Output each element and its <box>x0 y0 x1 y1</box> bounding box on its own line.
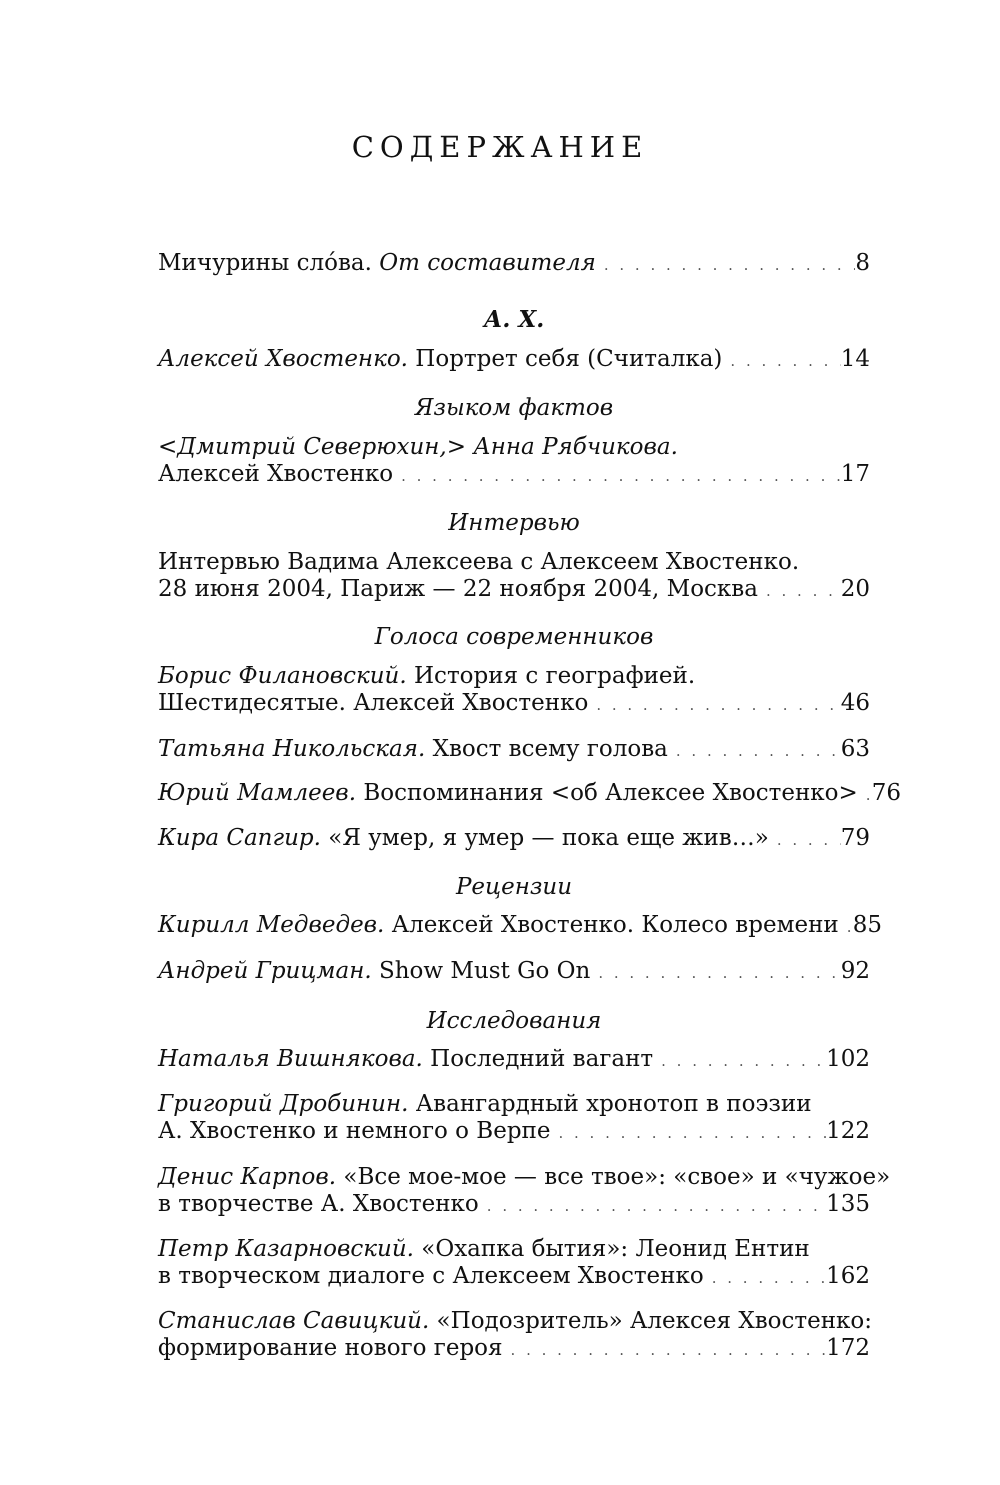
entry-title: Мичурины сло́ва. <box>158 250 380 276</box>
entry-author: Юрий Мамлеев. <box>158 780 357 806</box>
entry-text <box>158 1044 653 1074</box>
page-number: 102 <box>826 1046 870 1072</box>
toc-entry[interactable] <box>158 574 870 606</box>
entry-title: Алексей Хвостенко <box>158 461 394 487</box>
entry-title: История с географией. <box>406 663 696 689</box>
entry-author: Станислав Савицкий. <box>158 1308 430 1334</box>
page-number: 85 <box>852 912 883 938</box>
entry-author: Татьяна Никольская. <box>158 736 426 762</box>
entry-title: Последний вагант <box>422 1046 654 1072</box>
toc-entry[interactable] <box>158 248 870 280</box>
entry-author: Григорий Дробинин. <box>158 1091 409 1117</box>
page-number: 20 <box>840 576 870 602</box>
toc-entry-line <box>158 1234 870 1264</box>
leader-dots <box>704 1263 826 1293</box>
entry-title: Алексей Хвостенко. Колесо времени <box>384 912 839 938</box>
entry-text <box>158 734 668 764</box>
section-heading: А. Х. <box>483 306 545 333</box>
toc-entry[interactable] <box>158 459 870 491</box>
toc-entry-line <box>158 432 870 462</box>
entry-title: Шестидесятые. Алексей Хвостенко <box>158 690 589 716</box>
leader-dots <box>596 250 856 280</box>
entry-title: Портрет себя (Считалка) <box>407 346 723 372</box>
toc-entry[interactable] <box>158 1044 870 1076</box>
page-number: 79 <box>840 825 870 851</box>
leader-dots <box>858 780 872 810</box>
toc-entry[interactable] <box>158 1261 870 1293</box>
entry-text <box>158 910 839 940</box>
leader-dots <box>668 736 841 766</box>
toc-entry[interactable] <box>158 688 870 720</box>
page-title: СОДЕРЖАНИЕ <box>351 130 649 164</box>
page-number: 63 <box>840 736 870 762</box>
entry-title: Хвост всему голова <box>425 736 668 762</box>
entry-author: Петр Казарновский. <box>158 1236 414 1262</box>
section-heading: Рецензии <box>455 874 573 900</box>
entry-text <box>158 956 590 986</box>
leader-dots <box>550 1118 826 1148</box>
entry-author: Денис Карпов. <box>158 1164 337 1190</box>
toc-entry[interactable] <box>158 1333 870 1365</box>
entry-text <box>158 248 596 278</box>
entry-title: «Я умер, я умер — пока еще жив…» <box>320 825 769 851</box>
toc-entry-line <box>158 1162 891 1192</box>
leader-dots <box>722 346 840 376</box>
entry-text <box>158 823 769 853</box>
leader-dots <box>393 461 841 491</box>
entry-author: <Дмитрий Северюхин,> Анна Рябчикова. <box>158 434 678 460</box>
page-number: 17 <box>840 461 870 487</box>
toc-entry[interactable] <box>158 910 883 942</box>
entry-text <box>158 344 722 374</box>
page-number: 46 <box>840 690 870 716</box>
leader-dots <box>769 825 841 855</box>
section-heading: Исследования <box>426 1008 602 1034</box>
page-number: 92 <box>840 958 870 984</box>
entry-title: «Подозритель» Алексея Хвостенко: <box>429 1308 873 1334</box>
page-number: 14 <box>840 346 870 372</box>
entry-author: Наталья Вишнякова. <box>158 1046 423 1072</box>
entry-author: Алексей Хвостенко. <box>158 346 408 372</box>
page-number: 122 <box>826 1118 870 1144</box>
entry-title: 28 июня 2004, Париж — 22 ноября 2004, Москва <box>158 576 758 602</box>
toc-entry[interactable] <box>158 344 870 376</box>
leader-dots <box>758 576 841 606</box>
page-number: 8 <box>855 250 870 276</box>
entry-author: Кира Сапгир. <box>158 825 321 851</box>
leader-dots <box>839 912 853 942</box>
toc-entry-line <box>158 547 870 577</box>
page-number: 172 <box>826 1335 870 1361</box>
entry-subtitle: От составителя <box>379 250 596 276</box>
toc-entry-line <box>158 661 870 691</box>
entry-author: Кирилл Медведев. <box>158 912 385 938</box>
entry-title: Авангардный хронотоп в поэзии <box>408 1091 812 1117</box>
section-heading: Интервью <box>448 510 580 536</box>
entry-author: Андрей Грицман. <box>158 958 372 984</box>
entry-text <box>158 778 858 808</box>
entry-title: Интервью Вадима Алексеева с Алексеем Хвостенко. <box>158 549 800 575</box>
entry-title: «Охапка бытия»: Леонид Ентин <box>413 1236 810 1262</box>
entry-title: Воспоминания <об Алексее Хвостенко> <box>356 780 858 806</box>
page-number: 162 <box>826 1263 870 1289</box>
entry-title: «Все мое-мое — все твое»: «свое» и «чужое» <box>336 1164 891 1190</box>
entry-title: в творчестве А. Хвостенко <box>158 1191 479 1217</box>
entry-author: Борис Филановский. <box>158 663 407 689</box>
toc-entry-line <box>158 1306 873 1336</box>
toc-entry[interactable] <box>158 734 870 766</box>
entry-title: А. Хвостенко и немного о Верпе <box>158 1118 551 1144</box>
leader-dots <box>588 690 840 720</box>
entry-title: в творческом диалоге с Алексеем Хвостенко <box>158 1263 704 1289</box>
toc-entry[interactable] <box>158 778 902 810</box>
toc-entry[interactable] <box>158 1189 870 1221</box>
toc-entry[interactable] <box>158 1116 870 1148</box>
entry-title: Show Must Go On <box>371 958 591 984</box>
leader-dots <box>479 1191 826 1221</box>
toc-entry[interactable] <box>158 956 870 988</box>
section-heading: Голоса современников <box>374 624 654 650</box>
toc-entry[interactable] <box>158 823 870 855</box>
leader-dots <box>590 958 840 988</box>
leader-dots <box>653 1046 826 1076</box>
entry-title: формирование нового героя <box>158 1335 503 1361</box>
page-number: 76 <box>871 780 902 806</box>
section-heading: Языком фактов <box>414 395 614 421</box>
page-number: 135 <box>826 1191 870 1217</box>
toc-entry-line <box>158 1089 870 1119</box>
leader-dots <box>503 1335 827 1365</box>
